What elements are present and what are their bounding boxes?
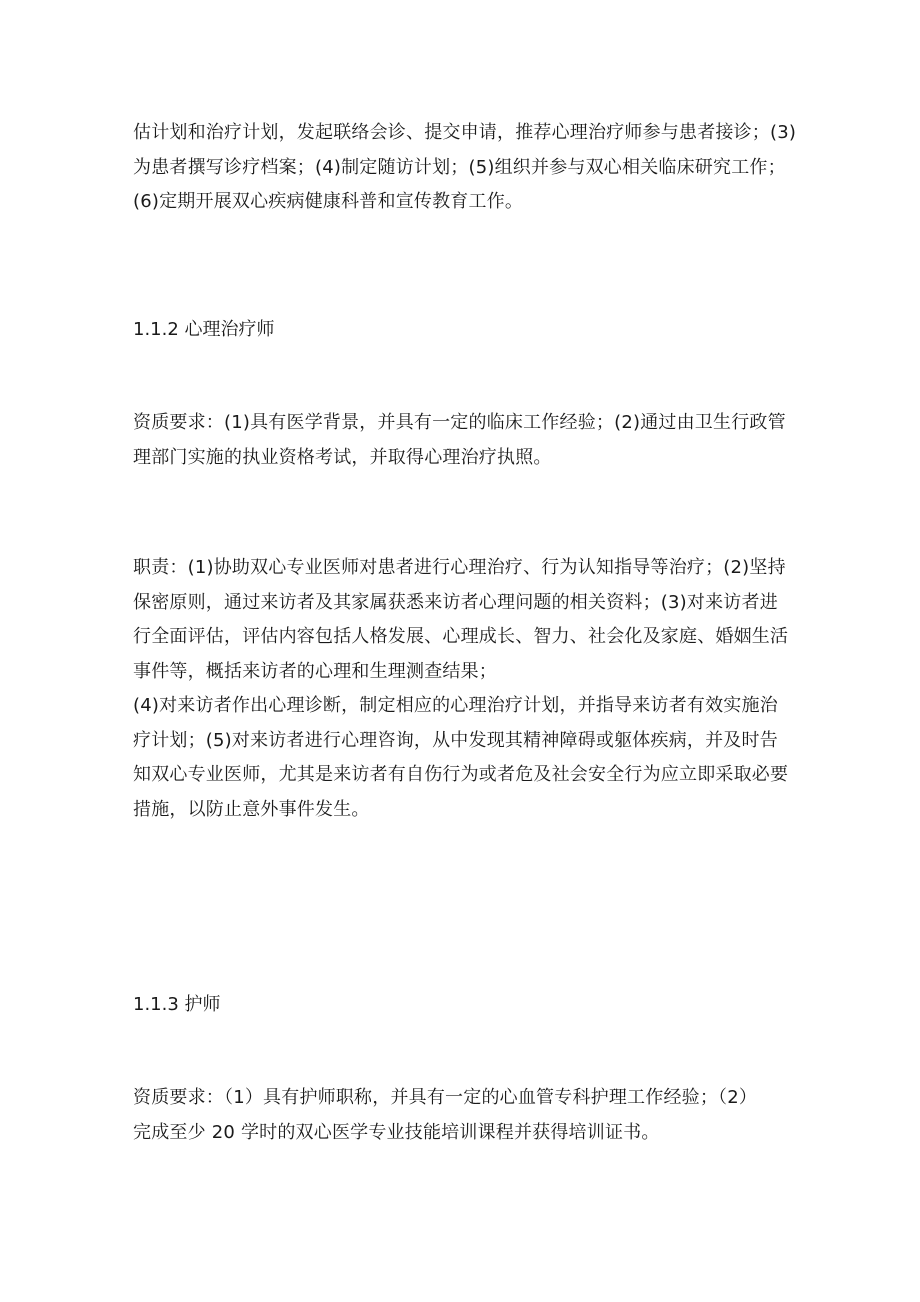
- text-line: (6)定期开展双心疾病健康科普和宣传教育工作。: [133, 191, 524, 212]
- text-line: 理部门实施的执业资格考试，并取得心理治疗执照。: [133, 446, 552, 468]
- text-line: 资质要求：（1）具有护师职称，并具有一定的心血管专科护理工作经验；（2）: [133, 1087, 758, 1108]
- text-line: 估计划和治疗计划，发起联络会诊、提交申请，推荐心理治疗师参与患者接诊；(3): [133, 122, 797, 143]
- text-line: 知双心专业医师，尤其是来访者有自伤行为或者危及社会安全行为应立即采取必要: [133, 764, 789, 785]
- text-line: 完成至少 20 学时的双心医学专业技能培训课程并获得培训证书。: [133, 1121, 660, 1143]
- text-line: 保密原则，通过来访者及其家属获悉来访者心理问题的相关资料；(3)对来访者进: [133, 591, 778, 613]
- psychotherapist-qualifications-paragraph: [133, 406, 793, 475]
- text-line: 资质要求：(1)具有医学背景，并具有一定的临床工作经验；(2)通过由卫生行政管: [133, 412, 786, 433]
- text-line: 为患者撰写诊疗档案；(4)制定随访计划；(5)组织并参与双心相关临床研究工作；: [133, 156, 786, 178]
- section-heading-1-1-2: 1.1.2 心理治疗师: [133, 319, 275, 340]
- psychotherapist-duties-paragraph: [133, 551, 793, 827]
- text-line: 事件等，概括来访者的心理和生理测查结果；: [133, 660, 497, 682]
- intro-paragraph: [133, 116, 797, 220]
- text-line: 措施，以防止意外事件发生。: [133, 798, 370, 820]
- text-line: 职责：(1)协助双心专业医师对患者进行心理治疗、行为认知指导等治疗；(2)坚持: [133, 557, 786, 578]
- text-line: (4)对来访者作出心理诊断，制定相应的心理治疗计划，并指导来访者有效实施治: [133, 695, 778, 716]
- text-line: 疗计划；(5)对来访者进行心理咨询，从中发现其精神障碍或躯体疾病，并及时告: [133, 729, 778, 751]
- text-line: 行全面评估，评估内容包括人格发展、心理成长、智力、社会化及家庭、婚姻生活: [133, 626, 789, 647]
- section-heading-1-1-3: 1.1.3 护师: [133, 994, 221, 1015]
- nurse-qualifications-paragraph: [133, 1081, 793, 1150]
